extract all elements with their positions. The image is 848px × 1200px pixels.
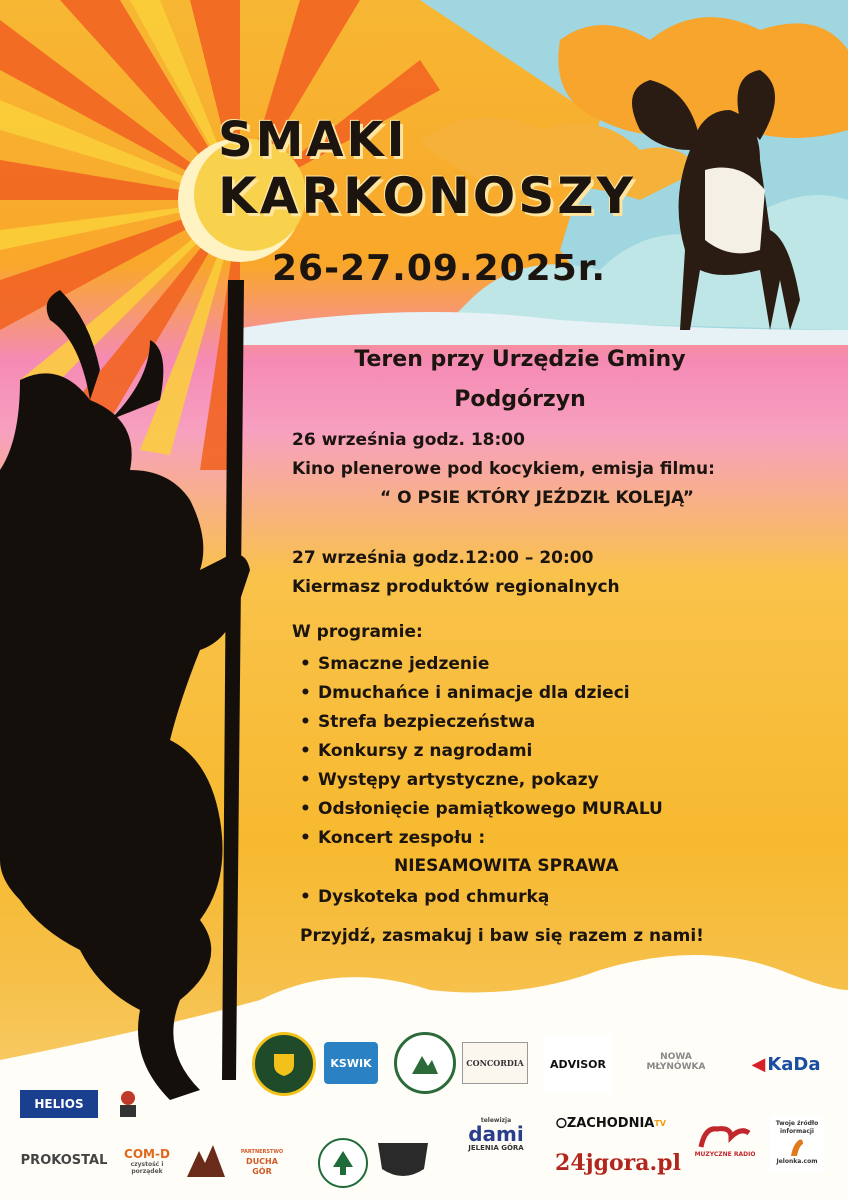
program-item: • Konkursy z nagrodami [296,737,663,766]
nowa-text: NOWA [660,1052,692,1062]
comd-text: COM-D [124,1147,170,1161]
band-name: NIESAMOWITA SPRAWA [394,856,619,876]
partnerstwo-ducha-gor-logo [234,1142,290,1182]
muzyczne-radio-logo [692,1116,758,1164]
title-line-1: SMAKI [218,112,408,168]
kada-mark-icon: ◀ [751,1053,766,1075]
program-item: • Występy artystyczne, pokazy [296,766,663,795]
mountains-logo [186,1140,226,1180]
jelonka-tag-1: Twoje źródło [775,1120,819,1127]
zachodnia-text: ZACHODNIA [566,1115,655,1131]
radio-mark-icon [697,1123,753,1151]
program-item: • Koncert zespołu : [296,824,663,853]
advisor-logo: ADVISOR [544,1034,612,1094]
zachodnia-tv-text: TV [654,1118,666,1128]
jelonka-site: Jelonka.com [776,1158,818,1165]
gmina-podgorzyn-logo [252,1032,316,1096]
program-item: • Dyskoteka pod chmurką [296,883,549,912]
program-last [296,883,549,912]
day1-film-title: “ O PSIE KTÓRY JEŹDZIŁ KOLEJĄ” [380,488,694,508]
program-heading: W programie: [292,622,423,642]
crest-icon [271,1051,297,1077]
program-item: • Smaczne jedzenie [296,650,663,679]
day2-block [292,544,620,602]
event-title [218,112,636,224]
dami-text: dami [468,1121,524,1146]
prokostal-logo: PROKOSTAL [20,1152,108,1168]
mountain-icon [410,1048,440,1078]
kada-logo [744,1050,828,1078]
peaks-icon [187,1143,225,1177]
kada-text: KaDa [767,1053,821,1075]
mascot-icon [114,1089,142,1119]
gor-text: GÓR [252,1167,272,1176]
jelonka-logo [770,1114,824,1172]
dami-sub-text: JELENIA GÓRA [468,1143,524,1152]
event-date: 26-27.09.2025r. [272,248,607,289]
day2-date-time: 27 września godz.12:00 – 20:00 [292,548,594,568]
lasy-panstwowe-logo [318,1138,368,1188]
venue-line-2: Podgórzyn [454,387,586,412]
concordia-logo: CONCORDIA [462,1042,528,1084]
helios-logo: HELIOS [20,1090,98,1118]
program-list [296,650,663,853]
mascot-logo [112,1088,144,1120]
kswik-logo: KSWIK [324,1042,378,1084]
moto-karkonosze-logo [372,1138,434,1184]
closing-line: Przyjdź, zasmakuj i baw się razem z nami! [300,926,704,946]
zachodnia-tv-logo [556,1106,666,1140]
deer-icon [787,1136,807,1158]
ducha-text: DUCHA [246,1157,278,1166]
tree-icon [329,1149,357,1177]
venue [280,340,760,420]
zachodnia-mark-icon [556,1112,567,1134]
comd-logo [114,1144,180,1178]
day1-block [292,426,782,513]
program-item: • Strefa bezpieczeństwa [296,708,663,737]
dami-logo [464,1114,528,1156]
venue-line-1: Teren przy Urzędzie Gminy [354,347,686,372]
title-line-2: KARKONOSZY [218,167,636,225]
day1-date-time: 26 września godz. 18:00 [292,430,525,450]
program-item: • Dmuchańce i animacje dla dzieci [296,679,663,708]
day1-description: Kino plenerowe pod kocykiem, emisja filmu: [292,459,715,479]
comd-tagline: czystość i porządek [130,1161,164,1175]
zwiazek-gmin-logo [394,1032,456,1094]
jgora-logo: 24jgora.pl [555,1150,681,1176]
day2-description: Kiermasz produktów regionalnych [292,577,620,597]
nowa-mlynowka-logo [628,1044,724,1080]
shield-icon [374,1139,432,1183]
dami-top-text: telewizja [480,1116,512,1124]
program-item: • Odsłonięcie pamiątkowego MURALU [296,795,663,824]
partnerstwo-text: PARTNERSTWO [240,1149,284,1155]
mlynowka-text: MŁYNÓWKA [646,1062,706,1072]
radio-text: MUZYCZNE RADIO [694,1150,756,1158]
jelonka-tag-2: informacji [780,1128,814,1135]
